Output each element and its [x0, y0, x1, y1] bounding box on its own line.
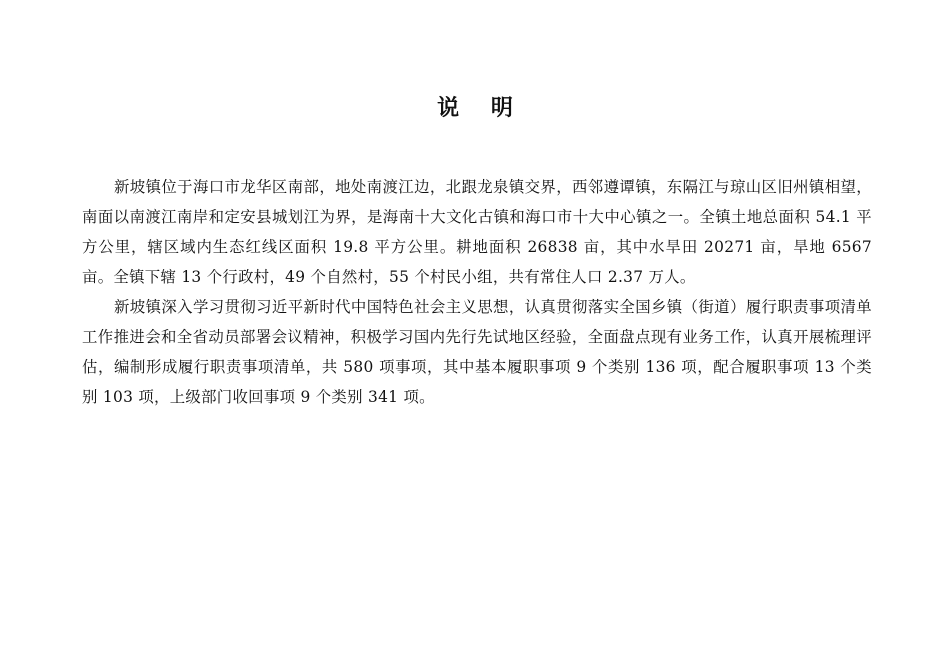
paragraph-duties: 新坡镇深入学习贯彻习近平新时代中国特色社会主义思想，认真贯彻落实全国乡镇（街道）履行职责事项清单工作推进会和全省动员部署会议精神，积极学习国内先行先试地区经验，全面盘点现有业务工作，认真开展梳理评估，编制形成履行职责事项清单，共 580 项事项，其中基本履职事项 9 个类别 136 项，配合履职事项 13 个类别 103 项，上级部门收回事项 9 个类别 341 项。	[82, 298, 872, 406]
paragraph-overview: 新坡镇位于海口市龙华区南部，地处南渡江边，北跟龙泉镇交界，西邻遵谭镇，东隔江与琼山区旧州镇相望，南面以南渡江南岸和定安县城划江为界，是海南十大文化古镇和海口市十大中心镇之一。全镇土地总面积 54.1 平方公里，辖区域内生态红线区面积 19.8 平方公里。耕地面积 26838 亩，其中水旱田 20271 亩，旱地 6567 亩。全镇下辖 13 个行政村，49 个自然村，55 个村民小组，共有常住人口 2.37 万人。	[82, 178, 872, 286]
document-body	[82, 172, 872, 412]
document-title: 说 明	[437, 95, 525, 121]
